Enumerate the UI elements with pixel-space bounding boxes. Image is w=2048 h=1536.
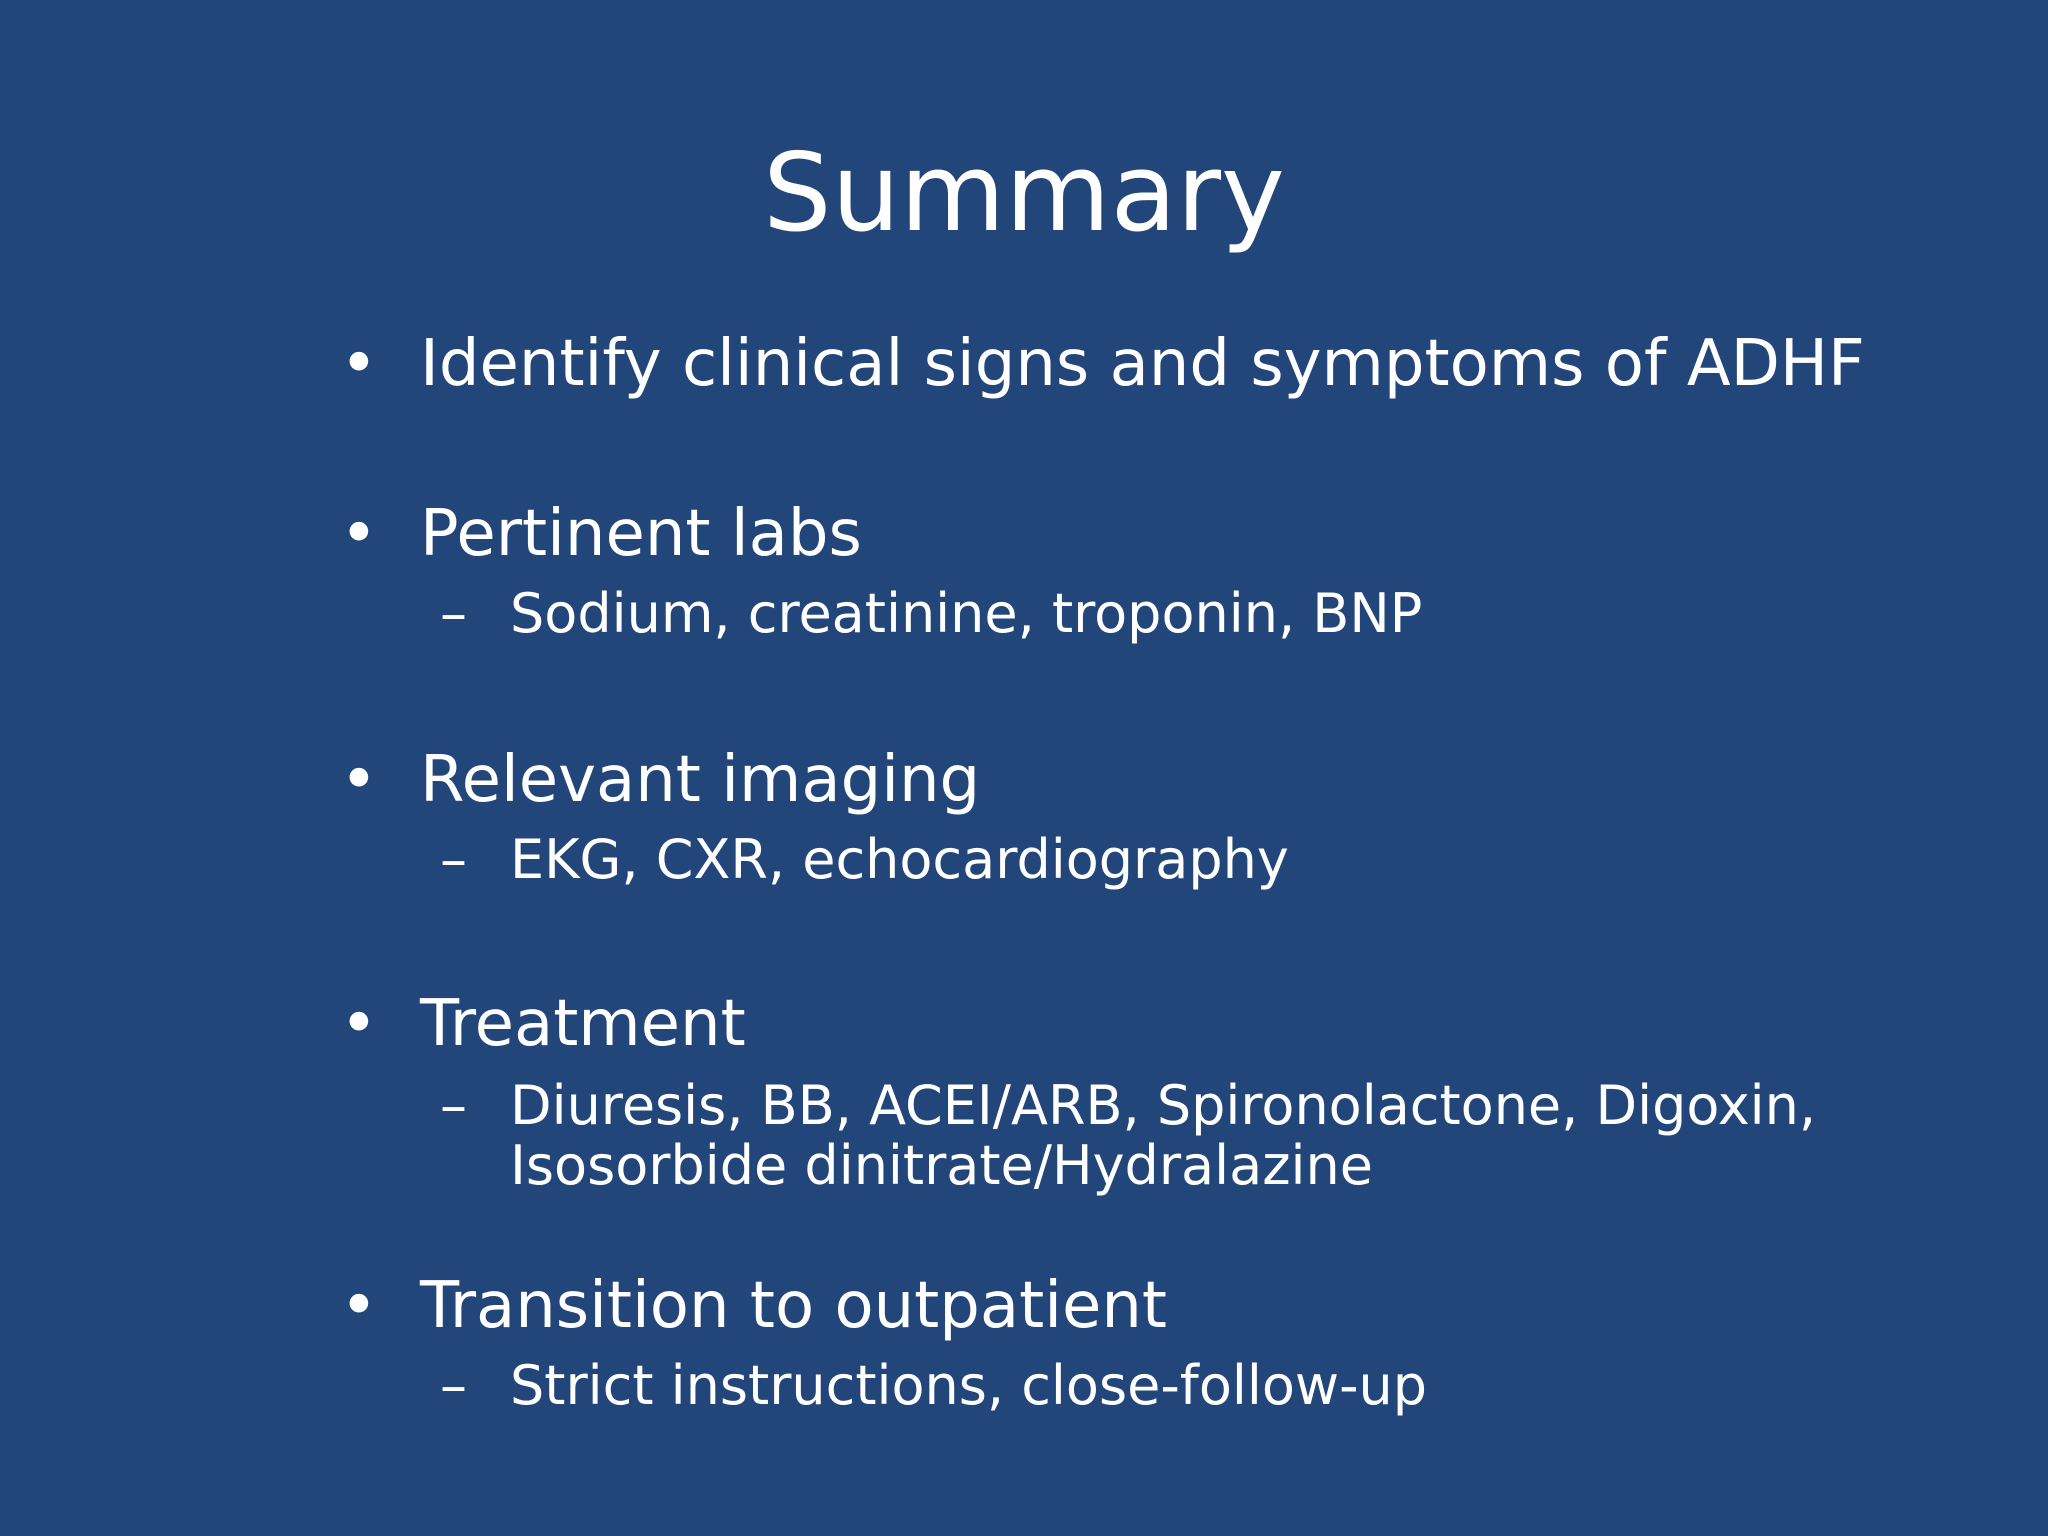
dash-icon: – xyxy=(440,828,467,891)
bullet-icon: • xyxy=(340,327,378,401)
bullet-icon: • xyxy=(340,497,378,571)
bullet-icon: • xyxy=(340,1269,378,1343)
dash-icon: – xyxy=(440,1074,467,1137)
bullet-label: Transition to outpatient xyxy=(420,1269,1167,1343)
bullet-label: Pertinent labs xyxy=(420,497,862,571)
sub-bullet-label: Strict instructions, close-follow-up xyxy=(510,1354,1428,1417)
sub-bullet-label: EKG, CXR, echocardiography xyxy=(510,828,1289,891)
sub-bullet-label: Isosorbide dinitrate/Hydralazine xyxy=(510,1134,1373,1197)
sub-bullet-label: Sodium, creatinine, troponin, BNP xyxy=(510,582,1423,645)
bullet-icon: • xyxy=(340,987,378,1061)
dash-icon: – xyxy=(440,582,467,645)
bullet-label: Treatment xyxy=(420,987,746,1061)
sub-bullet-label: Diuresis, BB, ACEI/ARB, Spironolactone, Digoxin, xyxy=(510,1074,1817,1137)
bullet-label: Relevant imaging xyxy=(420,743,981,817)
bullet-label: Identify clinical signs and symptoms of ADHF xyxy=(420,327,1865,401)
slide-title: Summary xyxy=(763,131,1285,256)
bullet-icon: • xyxy=(340,743,378,817)
dash-icon: – xyxy=(440,1354,467,1417)
